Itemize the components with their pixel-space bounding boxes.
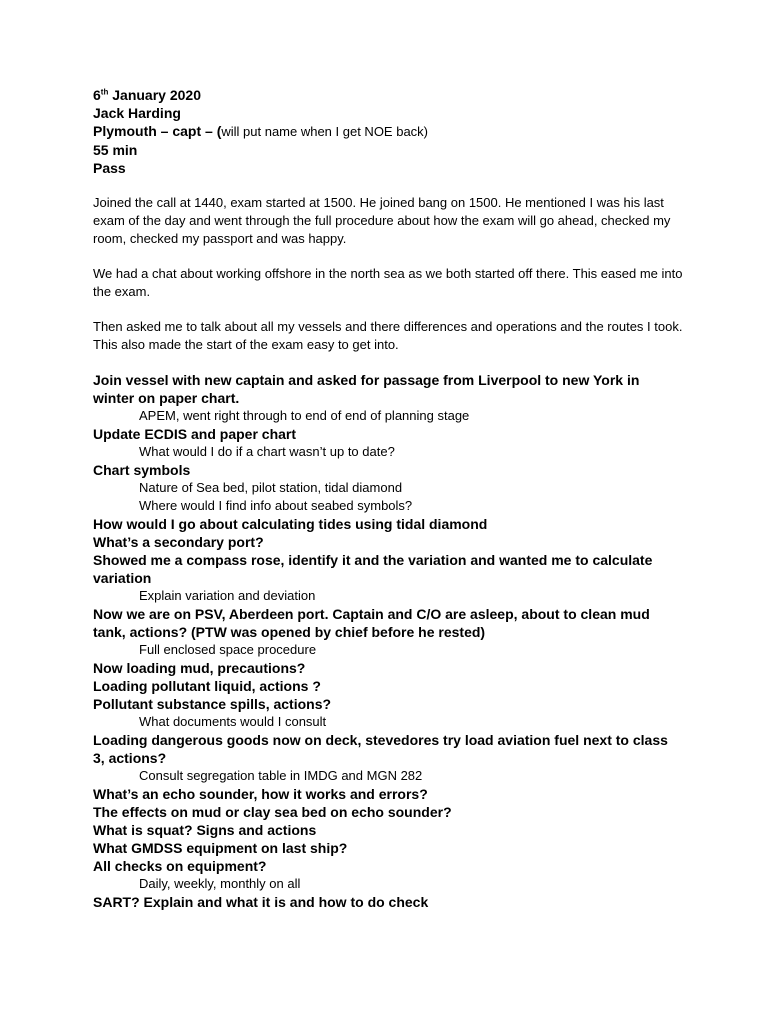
date-day: 6 (93, 87, 101, 103)
exam-duration: 55 min (93, 142, 138, 158)
exam-question: Join vessel with new captain and asked for passage from Liverpool to new York in winter on paper chart. (93, 372, 640, 406)
exam-question: Chart symbols (93, 462, 191, 478)
exam-question: Now loading mud, precautions? (93, 660, 306, 676)
exam-question: SART? Explain and what it is and how to do check (93, 894, 429, 910)
exam-answer-note: Where would I find info about seabed symbols? (139, 498, 413, 513)
question-list (93, 371, 683, 911)
exam-answer-note: Full enclosed space procedure (139, 642, 317, 657)
exam-answer-note: Daily, weekly, monthly on all (139, 876, 301, 891)
exam-question: What GMDSS equipment on last ship? (93, 840, 348, 856)
exam-answer-note: APEM, went right through to end of end of planning stage (139, 408, 470, 423)
date-rest: January 2020 (108, 87, 201, 103)
exam-question: Loading pollutant liquid, actions ? (93, 678, 321, 694)
exam-answer-note: Explain variation and deviation (139, 588, 316, 603)
exam-answer-note: Consult segregation table in IMDG and MGN 282 (139, 768, 423, 783)
location-text: Plymouth – capt – ( (93, 123, 222, 139)
exam-answer-note: What would I do if a chart wasn’t up to date? (139, 444, 395, 459)
date-suffix: th (100, 87, 109, 97)
exam-question: What’s an echo sounder, how it works and errors? (93, 786, 428, 802)
exam-answer-note: Nature of Sea bed, pilot station, tidal diamond (139, 480, 403, 495)
document-body (93, 86, 683, 911)
exam-question: How would I go about calculating tides using tidal diamond (93, 516, 488, 532)
exam-location (93, 122, 683, 141)
paragraph-vessels: Then asked me to talk about all my vessels and there differences and operations and the routes I took. This also made the start of the exam easy to get into. (93, 319, 683, 352)
exam-question: Now we are on PSV, Aberdeen port. Captain and C/O are asleep, about to clean mud tank, actions? (PTW was opened by chief before he rested) (93, 606, 650, 640)
paragraph-chat: We had a chat about working offshore in the north sea as we both started off there. This eased me into the exam. (93, 266, 683, 299)
exam-question: Loading dangerous goods now on deck, stevedores try load aviation fuel next to class 3, actions? (93, 732, 668, 766)
paragraph-intro: Joined the call at 1440, exam started at 1500. He joined bang on 1500. He mentioned I was his last exam of the day and went through the full procedure about how the exam will go ahead, checked my room, checked my passport and was happy. (93, 195, 671, 246)
location-note: will put name when I get NOE back) (221, 124, 429, 139)
exam-question: Pollutant substance spills, actions? (93, 696, 332, 712)
exam-question: What is squat? Signs and actions (93, 822, 317, 838)
exam-question: What’s a secondary port? (93, 534, 264, 550)
exam-question: All checks on equipment? (93, 858, 267, 874)
exam-answer-note: What documents would I consult (139, 714, 327, 729)
exam-result: Pass (93, 160, 126, 176)
exam-question: Showed me a compass rose, identify it and the variation and wanted me to calculate variation (93, 552, 653, 586)
exam-question: The effects on mud or clay sea bed on echo sounder? (93, 804, 452, 820)
exam-question: Update ECDIS and paper chart (93, 426, 297, 442)
exam-date (93, 86, 683, 104)
examiner-name: Jack Harding (93, 105, 181, 121)
